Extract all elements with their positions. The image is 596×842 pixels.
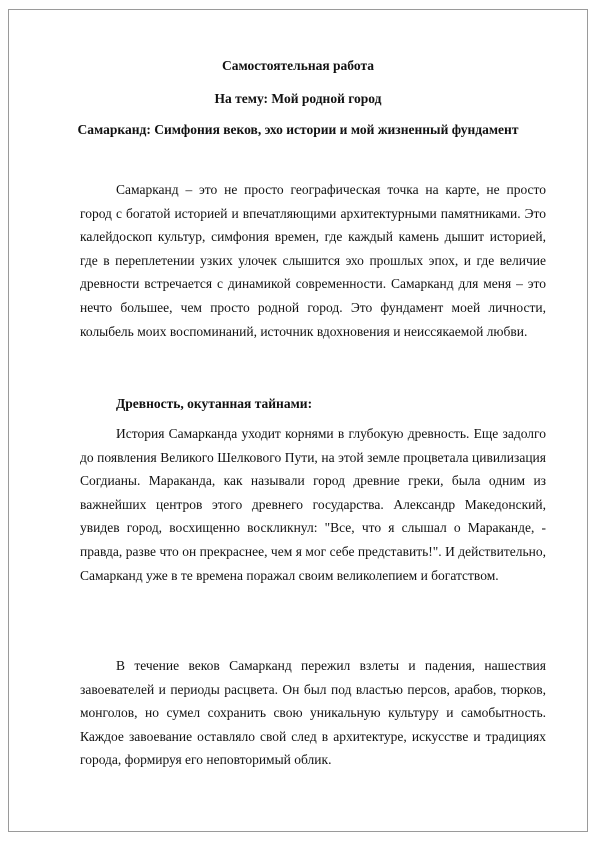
- section-heading-antiquity: Древность, окутанная тайнами:: [116, 396, 313, 411]
- document-topic: На тему: Мой родной город: [214, 91, 382, 106]
- history-paragraph: История Самарканда уходит корнями в глубокую древность. Еще задолго до появления Великого Шелкового Пути, на этой земле процветала цивилизация Согдианы. Мараканда, как называли город древние греки, была одним из важнейших центров этого древнего государства. Александр Македонский, увидев город, восхищенно воскликнул: "Все, что я слышал о Мараканде, - правда, разве что он прекраснее, чем я мог себе представить!". И действительно, Самарканд уже в те времена поражал своим великолепием и богатством.: [80, 426, 546, 583]
- document-title: Самостоятельная работа: [221, 58, 374, 73]
- centuries-paragraph: В течение веков Самарканд пережил взлеты и падения, нашествия завоевателей и периоды расцвета. Он был под властью персов, арабов, тюрков, монголов, но сумел сохранить свою уникальную культуру и самобытность. Каждое завоевание оставляло свой след в архитектуре, искусстве и традициях города, формируя его неповторимый облик.: [80, 658, 546, 768]
- essay-title: Самарканд: Симфония веков, эхо истории и мой жизненный фундамент: [77, 122, 519, 137]
- intro-paragraph: Самарканд – это не просто географическая точка на карте, не просто город с богатой историей и впечатляющими архитектурными памятниками. Это калейдоскоп культур, симфония времен, где каждый камень дышит историей, где в переплетении узких улочек слышится эхо прошлых эпох, и где величие древности встречается с динамикой современности. Самарканд для меня – это нечто большее, чем просто родной город. Это фундамент моей личности, колыбель моих воспоминаний, источник вдохновения и неиссякаемой любви.: [80, 182, 546, 339]
